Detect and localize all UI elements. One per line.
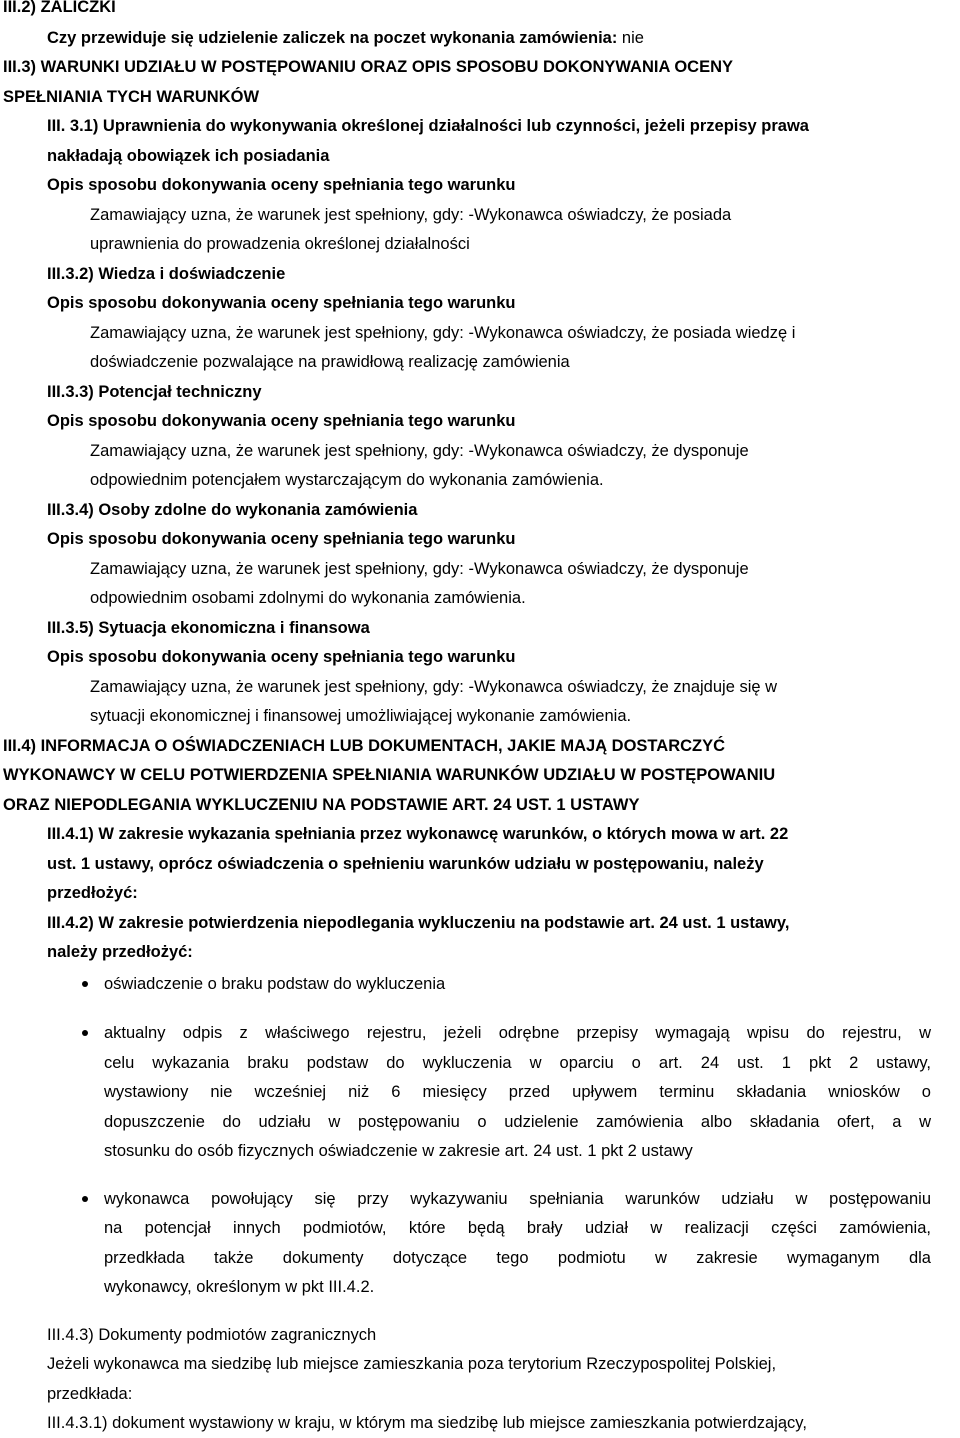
- bullet-icon: [82, 1196, 88, 1202]
- condition-text-l1: Zamawiający uzna, że warunek jest spełniony, gdy: -Wykonawca oświadczy, że znajduje się w: [90, 678, 778, 696]
- list-item-line: stosunku do osób fizycznych oświadczenie w zakresie art. 24 ust. 1 pkt 2 ustawy: [104, 1142, 693, 1160]
- condition-text-l2: sytuacji ekonomicznej i finansowej umożliwiającej wykonanie zamówienia.: [90, 707, 632, 725]
- condition-title-potencjal: III.3.3) Potencjał techniczny: [47, 383, 262, 401]
- subsection-4-1-l2: ust. 1 ustawy, oprócz oświadczenia o spełnieniu warunków udziału w postępowaniu, należy: [47, 855, 764, 873]
- condition-title-uprawnienia-l2: nakładają obowiązek ich posiadania: [47, 147, 330, 165]
- condition-text-l1: Zamawiający uzna, że warunek jest spełniony, gdy: -Wykonawca oświadczy, że dysponuje: [90, 442, 749, 460]
- list-item-line: wykonawcy, określonym w pkt III.4.2.: [104, 1278, 375, 1296]
- section-heading-informacja-l3: ORAZ NIEPODLEGANIA WYKLUCZENIU NA PODSTAWIE ART. 24 UST. 1 USTAWY: [3, 796, 640, 814]
- assessment-label: Opis sposobu dokonywania oceny spełniania tego warunku: [47, 530, 516, 548]
- condition-text-l1: Zamawiający uzna, że warunek jest spełniony, gdy: -Wykonawca oświadczy, że posiada wiedzę i: [90, 324, 796, 342]
- section-heading-zaliczki: III.2) ZALICZKI: [3, 0, 116, 16]
- list-item-line: aktualny odpis z właściwego rejestru, jeżeli odrębne przepisy wymagają wpisu do rejestru, w: [104, 1024, 931, 1042]
- section-heading-informacja-l2: WYKONAWCY W CELU POTWIERDZENIA SPEŁNIANIA WARUNKÓW UDZIAŁU W POSTĘPOWANIU: [3, 766, 776, 784]
- section-heading-warunki-l2: SPEŁNIANIA TYCH WARUNKÓW: [3, 88, 260, 106]
- assessment-label: Opis sposobu dokonywania oceny spełniania tego warunku: [47, 176, 516, 194]
- list-item: oświadczenie o braku podstaw do wykluczenia: [104, 975, 446, 993]
- section-heading-warunki-l1: III.3) WARUNKI UDZIAŁU W POSTĘPOWANIU ORAZ OPIS SPOSOBU DOKONYWANIA OCENY: [3, 58, 734, 76]
- subsection-4-3-text-l1: Jeżeli wykonawca ma siedzibę lub miejsce zamieszkania poza terytorium Rzeczypospolitej Polskiej,: [47, 1355, 777, 1373]
- condition-text-l2: odpowiednim potencjałem wystarczającym do wykonania zamówienia.: [90, 471, 604, 489]
- list-item-line: celu wykazania braku podstaw do wykluczenia w oparciu o art. 24 ust. 1 pkt 2 ustawy,: [104, 1054, 931, 1072]
- list-item-line: wykonawca powołujący się przy wykazywaniu spełniania warunków udziału w postępowaniu: [104, 1190, 931, 1208]
- subsection-4-3-1-text: III.4.3.1) dokument wystawiony w kraju, w którym ma siedzibę lub miejsce zamieszkania potwierdzający,: [47, 1414, 807, 1432]
- list-item-line: przedkłada także dokumenty dotyczące tego podmiotu w zakresie wymaganym dla: [104, 1249, 931, 1267]
- condition-text-l2: odpowiednim osobami zdolnymi do wykonania zamówienia.: [90, 589, 526, 607]
- condition-title-osoby: III.3.4) Osoby zdolne do wykonania zamówienia: [47, 501, 418, 519]
- advance-question-value: nie: [617, 29, 644, 47]
- condition-title-wiedza: III.3.2) Wiedza i doświadczenie: [47, 265, 286, 283]
- condition-text-l2: uprawnienia do prowadzenia określonej działalności: [90, 235, 470, 253]
- subsection-4-2-l2: należy przedłożyć:: [47, 943, 193, 961]
- condition-title-uprawnienia-l1: III. 3.1) Uprawnienia do wykonywania określonej działalności lub czynności, jeżeli przepisy prawa: [47, 117, 809, 135]
- condition-text-l1: Zamawiający uzna, że warunek jest spełniony, gdy: -Wykonawca oświadczy, że posiada: [90, 206, 732, 224]
- subsection-4-2-l1: III.4.2) W zakresie potwierdzenia niepodlegania wykluczeniu na podstawie art. 24 ust. 1 ustawy,: [47, 914, 790, 932]
- bullet-icon: [82, 1030, 88, 1036]
- section-heading-informacja-l1: III.4) INFORMACJA O OŚWIADCZENIACH LUB DOKUMENTACH, JAKIE MAJĄ DOSTARCZYĆ: [3, 737, 726, 755]
- assessment-label: Opis sposobu dokonywania oceny spełniania tego warunku: [47, 294, 516, 312]
- bullet-icon: [82, 981, 88, 987]
- subsection-4-3-text-l2: przedkłada:: [47, 1385, 133, 1403]
- assessment-label: Opis sposobu dokonywania oceny spełniania tego warunku: [47, 648, 516, 666]
- advance-question: [47, 28, 644, 48]
- advance-question-label: Czy przewiduje się udzielenie zaliczek na poczet wykonania zamówienia:: [47, 29, 618, 47]
- list-item-line: na potencjał innych podmiotów, które będą brały udział w realizacji części zamówienia,: [104, 1219, 931, 1237]
- subsection-4-3-title: III.4.3) Dokumenty podmiotów zagranicznych: [47, 1326, 377, 1344]
- subsection-4-1-l1: III.4.1) W zakresie wykazania spełniania przez wykonawcę warunków, o których mowa w art. 22: [47, 825, 789, 843]
- condition-title-sytuacja: III.3.5) Sytuacja ekonomiczna i finansowa: [47, 619, 370, 637]
- condition-text-l2: doświadczenie pozwalające na prawidłową realizację zamówienia: [90, 353, 570, 371]
- subsection-4-1-l3: przedłożyć:: [47, 884, 138, 902]
- condition-text-l1: Zamawiający uzna, że warunek jest spełniony, gdy: -Wykonawca oświadczy, że dysponuje: [90, 560, 749, 578]
- list-item-line: dopuszczenie do udziału w postępowaniu o udzielenie zamówienia albo składania ofert, a w: [104, 1113, 931, 1131]
- list-item-line: wystawiony nie wcześniej niż 6 miesięcy przed upływem terminu składania wniosków o: [104, 1083, 931, 1101]
- assessment-label: Opis sposobu dokonywania oceny spełniania tego warunku: [47, 412, 516, 430]
